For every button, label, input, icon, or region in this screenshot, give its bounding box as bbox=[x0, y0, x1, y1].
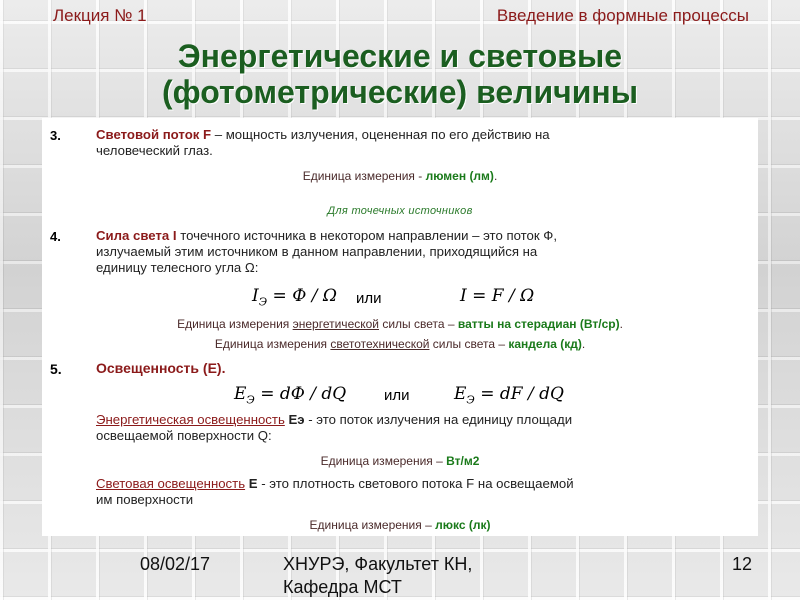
course-title: Введение в формные процессы bbox=[496, 6, 749, 25]
item3-text: Световой поток F – мощность излучения, оцененная по его действию на человеческий глаз. bbox=[96, 127, 550, 158]
footer-organization: ХНУРЭ, Факультет КН, Кафедра МСТ bbox=[283, 554, 473, 597]
formula-illuminance-light: $E_Э$ = dF / dQ bbox=[454, 384, 564, 407]
or-label: или bbox=[384, 387, 410, 404]
item4-unit-light: Единица измерения светотехнической силы света – кандела (кд). bbox=[214, 337, 586, 351]
formula-intensity-energy: $I_Э = Ф / \Omega$ bbox=[252, 286, 337, 309]
energy-illuminance-unit: Единица измерения – Вт/м2 bbox=[320, 454, 480, 468]
footer-date: 08/02/17 bbox=[140, 554, 211, 574]
item3-unit: Единица измерения - люмен (лм). bbox=[302, 169, 498, 183]
formula-illuminance-energy: $E_Э$ = dФ / dQ bbox=[234, 384, 347, 407]
lecture-label: Лекция № 1 bbox=[53, 6, 147, 25]
term-illuminance: Освещенность (Е). bbox=[96, 360, 226, 376]
content-panel bbox=[42, 118, 758, 536]
light-illuminance-text: Световая освещенность Е - это плотность светового потока F на освещаемой им поверхности bbox=[96, 476, 574, 507]
light-illuminance-unit: Единица измерения – люкс (лк) bbox=[309, 518, 491, 532]
item-number: 4. bbox=[50, 229, 61, 244]
slide-title bbox=[0, 38, 800, 110]
point-sources-note: Для точечных источников bbox=[327, 205, 473, 217]
item-number: 5. bbox=[50, 361, 62, 377]
slide-title-line2: (фотометрические) величины bbox=[161, 74, 639, 110]
or-label: или bbox=[356, 290, 382, 307]
item-number: 3. bbox=[50, 128, 61, 143]
slide-title-line1: Энергетические и световые bbox=[177, 38, 623, 74]
item5-heading bbox=[96, 360, 746, 376]
slide-number: 12 bbox=[732, 554, 753, 574]
term-luminous-flux: Световой поток F bbox=[96, 127, 212, 142]
item4-unit-energy: Единица измерения энергетической силы света – ватты на стерадиан (Вт/ср). bbox=[177, 317, 623, 331]
formula-intensity-light: I = F / Ω bbox=[460, 286, 535, 306]
energy-illuminance-text: Энергетическая освещенность Еэ - это поток излучения на единицу площади освещаемой поверхности Q: bbox=[96, 412, 573, 443]
item4-text: Сила света I точечного источника в некотором направлении – это поток Ф, излучаемый этим источником в данном направлении, приходящийся на единицу телесного угла Ω: bbox=[96, 228, 557, 275]
term-luminous-intensity: Сила света I bbox=[96, 228, 177, 243]
